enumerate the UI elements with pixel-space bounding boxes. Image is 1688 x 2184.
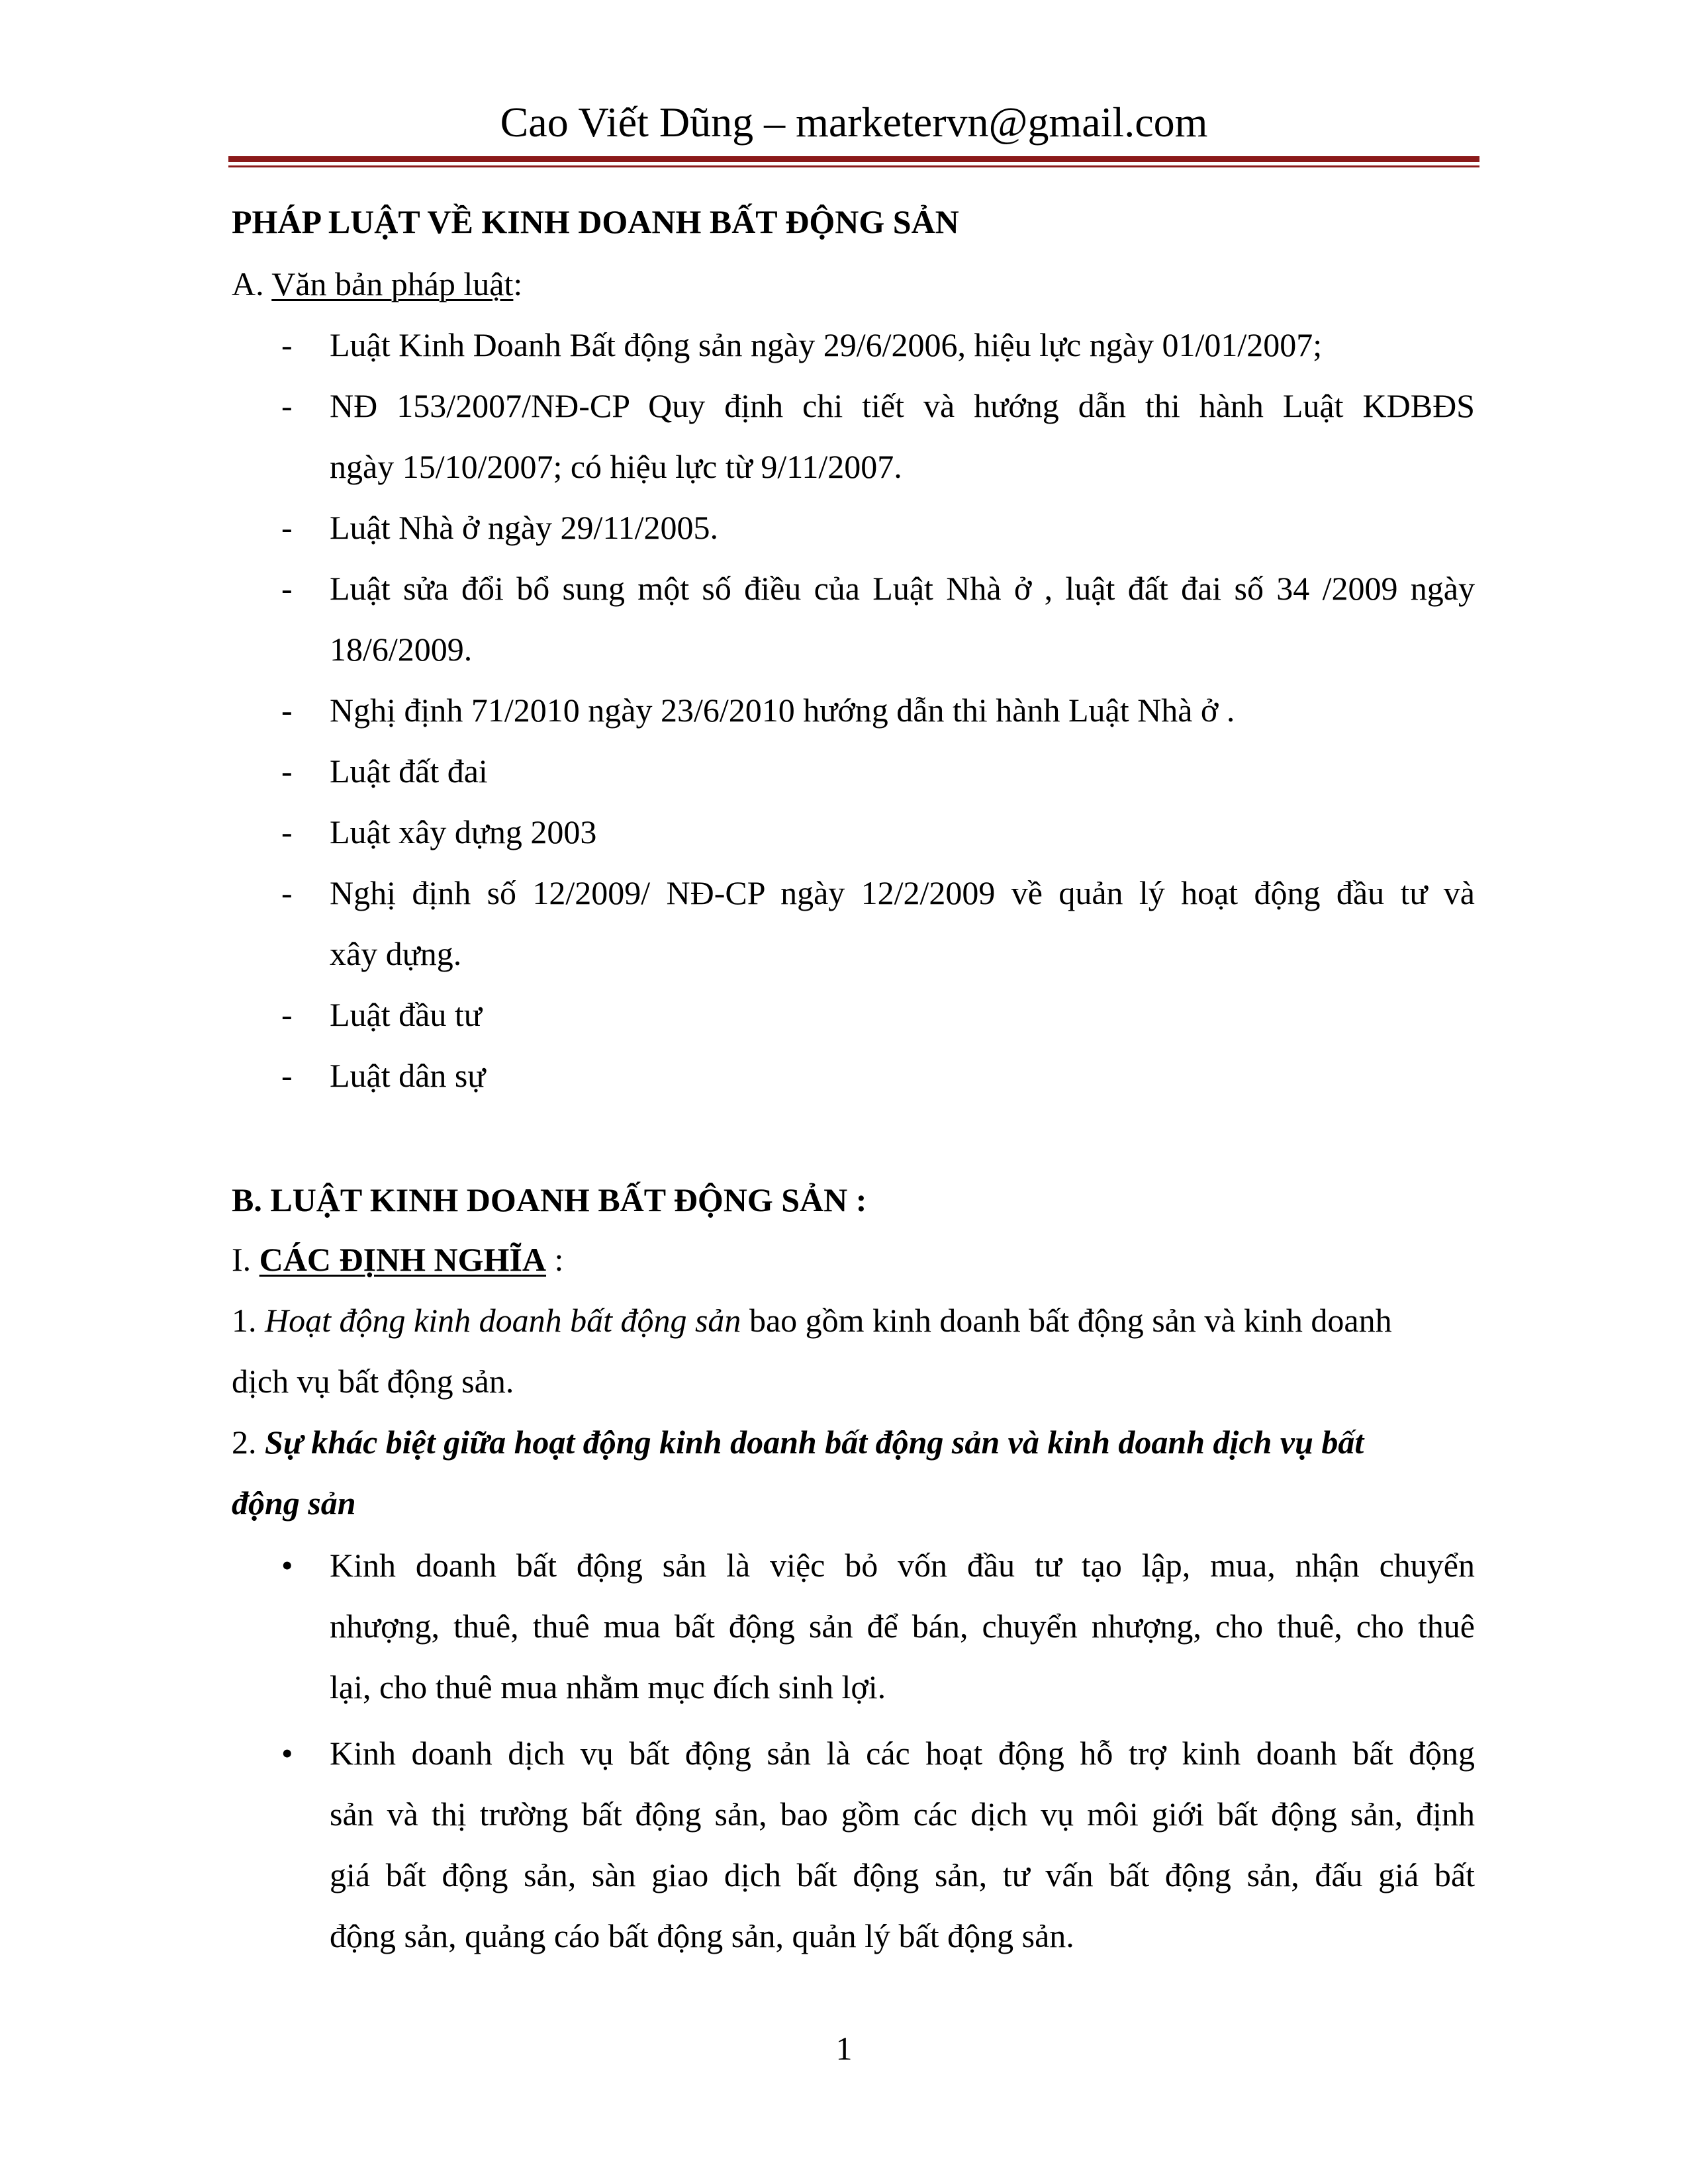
list-item [232, 383, 1476, 429]
header-rule-thin [228, 165, 1479, 167]
dash-marker: - [281, 996, 293, 1033]
paragraph-2-number: 2. [232, 1424, 265, 1461]
subheading-prefix: I. [232, 1241, 259, 1278]
list-item-text: Nghị định số 12/2009/ NĐ-CP ngày 12/2/2009 về quản lý hoạt động đầu tư và [330, 874, 1475, 911]
bullet-continuation [232, 1852, 1476, 1898]
dash-marker: - [281, 570, 293, 607]
list-item-text: Luật xây dựng 2003 [330, 813, 597, 850]
paragraph-1-text: bao gồm kinh doanh bất động sản và kinh doanh [741, 1302, 1392, 1339]
bullet-text: Kinh doanh dịch vụ bất động sản là các hoạt động hỗ trợ kinh doanh bất động [330, 1735, 1475, 1772]
section-b-heading: B. LUẬT KINH DOANH BẤT ĐỘNG SẢN : [232, 1181, 867, 1218]
list-item-continuation [232, 931, 1476, 977]
list-item-text: 18/6/2009. [330, 631, 473, 668]
list-item-continuation [232, 626, 1476, 672]
list-item [232, 565, 1476, 612]
paragraph-1 [232, 1297, 1476, 1343]
list-item-text: Luật dân sự [330, 1057, 486, 1094]
list-item [232, 748, 1476, 794]
bullet-text: động sản, quảng cáo bất động sản, quản lý bất động sản. [330, 1917, 1074, 1954]
list-item-text: Luật đất đai [330, 752, 488, 790]
paragraph-1-term: Hoạt động kinh doanh bất động sản [265, 1302, 741, 1339]
page-header: Cao Viết Dũng – marketervn@gmail.com [500, 99, 1208, 146]
paragraph-2-line-2: động sản [232, 1484, 356, 1522]
list-item-text: ngày 15/10/2007; có hiệu lực từ 9/11/2007. [330, 448, 902, 485]
bullet-continuation [232, 1664, 1476, 1710]
dash-marker: - [281, 813, 293, 850]
list-item [232, 870, 1476, 916]
document-title: PHÁP LUẬT VỀ KINH DOANH BẤT ĐỘNG SẢN [232, 203, 959, 240]
subheading-suffix: : [546, 1241, 564, 1278]
bullet-text: giá bất động sản, sàn giao dịch bất động sản, tư vấn bất động sản, đấu giá bất [330, 1856, 1475, 1893]
section-a-heading [232, 261, 522, 307]
dash-marker: - [281, 387, 293, 424]
list-item-text: Luật Kinh Doanh Bất động sản ngày 29/6/2006, hiệu lực ngày 01/01/2007; [330, 326, 1323, 363]
section-a-suffix: : [513, 265, 523, 302]
list-item-text: Luật đầu tư [330, 996, 482, 1033]
page-number: 1 [835, 2030, 853, 2067]
bullet-marker: • [281, 1735, 293, 1772]
dash-marker: - [281, 752, 293, 790]
bullet-text: nhượng, thuê, thuê mua bất động sản để bán, chuyển nhượng, cho thuê, cho thuê [330, 1608, 1475, 1645]
list-item [232, 687, 1476, 733]
bullet-item [232, 1542, 1476, 1588]
section-b-subheading [232, 1236, 563, 1283]
list-item [232, 1052, 1476, 1099]
list-item [232, 504, 1476, 551]
bullet-text: sản và thị trường bất động sản, bao gồm các dịch vụ môi giới bất động sản, định [330, 1796, 1475, 1833]
list-item-continuation [232, 443, 1476, 490]
dash-marker: - [281, 874, 293, 911]
dash-marker: - [281, 509, 293, 546]
list-item [232, 809, 1476, 855]
list-item-text: Luật sửa đổi bổ sung một số điều của Luật Nhà ở , luật đất đai số 34 /2009 ngày [330, 570, 1475, 607]
header-rule-thick [228, 156, 1479, 162]
list-item-text: xây dựng. [330, 935, 462, 972]
paragraph-2 [232, 1419, 1476, 1465]
bullet-item [232, 1730, 1476, 1776]
dash-marker: - [281, 1057, 293, 1094]
list-item-text: Luật Nhà ở ngày 29/11/2005. [330, 509, 718, 546]
bullet-marker: • [281, 1547, 293, 1584]
bullet-continuation [232, 1791, 1476, 1837]
bullet-text: lại, cho thuê mua nhằm mục đích sinh lợi. [330, 1668, 886, 1706]
dash-marker: - [281, 326, 293, 363]
list-item-text: Nghị định 71/2010 ngày 23/6/2010 hướng dẫn thi hành Luật Nhà ở . [330, 692, 1235, 729]
section-a-label: Văn bản pháp luật [271, 265, 514, 302]
bullet-text: Kinh doanh bất động sản là việc bỏ vốn đầu tư tạo lập, mua, nhận chuyển [330, 1547, 1475, 1584]
subheading-title: CÁC ĐỊNH NGHĨA [259, 1241, 547, 1278]
paragraph-1-number: 1. [232, 1302, 265, 1339]
list-item [232, 991, 1476, 1038]
bullet-continuation [232, 1913, 1476, 1959]
dash-marker: - [281, 692, 293, 729]
paragraph-1-line-2: dịch vụ bất động sản. [232, 1363, 514, 1400]
paragraph-2-heading: Sự khác biệt giữa hoạt động kinh doanh bất động sản và kinh doanh dịch vụ bất [265, 1424, 1364, 1461]
list-item-text: NĐ 153/2007/NĐ-CP Quy định chi tiết và hướng dẫn thi hành Luật KDBĐS [330, 387, 1475, 424]
list-item [232, 322, 1476, 368]
section-a-prefix: A. [232, 265, 272, 302]
bullet-continuation [232, 1603, 1476, 1649]
